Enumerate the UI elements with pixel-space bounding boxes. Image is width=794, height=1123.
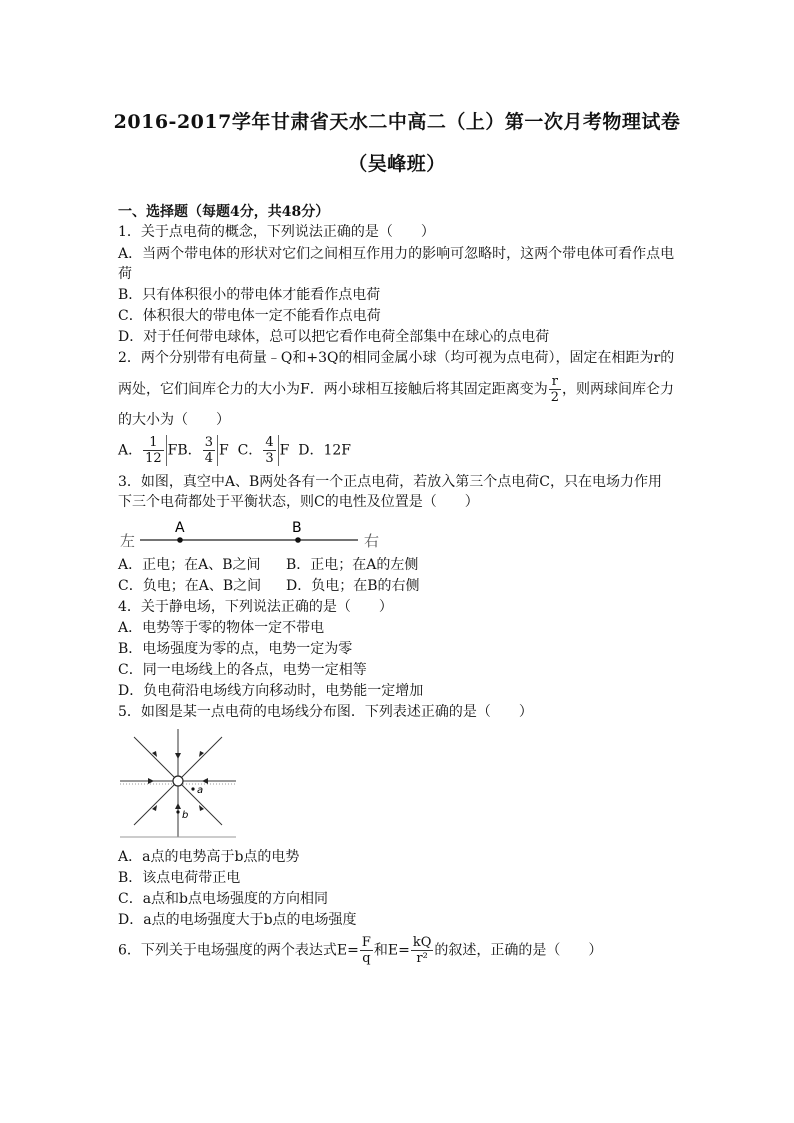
q2-option-c-unit: F: [279, 442, 290, 459]
q4-stem: 4．关于静电场，下列说法正确的是（ ）: [118, 599, 393, 615]
q1-option-d: D．对于任何带电球体，总可以把它看作电荷全部集中在球心的点电荷: [118, 329, 550, 345]
point-charge-circle: [173, 776, 183, 786]
q6-stem: [118, 935, 602, 966]
q2-option-a-label: A．: [118, 442, 143, 459]
q2-stem-line1: 2．两个分别带有电荷量﹣Q和+3Q的相同金属小球（均可视为点电荷），固定在相距为r的: [118, 350, 675, 366]
q2-option-c-fraction: [263, 435, 278, 466]
page-subtitle: （吴峰班）: [348, 153, 446, 175]
q1-option-a-line1: A．当两个带电体的形状对它们之间相互作用力的影响可忽略时，这两个带电体可看作点电: [118, 246, 675, 262]
q5-option-d: D．a点的电场强度大于b点的电场强度: [118, 912, 357, 928]
q6-formula-1-fraction: [360, 935, 373, 966]
fraction-numerator: r: [549, 374, 561, 390]
q3-stem-line2: 下三个电荷都处于平衡状态，则C的电性及位置是（ ）: [118, 494, 479, 510]
fraction-denominator: 12: [145, 451, 162, 466]
q4-option-a: A．电势等于零的物体一定不带电: [118, 620, 325, 636]
q2-stem-text-b: ，则两球间库仑力: [562, 381, 674, 398]
point-a-label: a: [197, 785, 204, 796]
q2-option-a-fraction: [143, 435, 167, 466]
fraction-numerator: 4: [265, 435, 274, 450]
q6-stem-text-c: 的叙述，正确的是（ ）: [434, 942, 603, 959]
q3-option-c: C．负电；在A、B之间: [118, 578, 262, 594]
right-label: 右: [364, 532, 380, 550]
q2-options: [118, 435, 351, 466]
charge-b-label: B: [292, 520, 302, 536]
q2-option-b-fraction: [203, 435, 218, 466]
charge-a-dot: [177, 537, 183, 543]
fraction-denominator: 3: [265, 451, 274, 466]
fraction-denominator: q: [362, 951, 371, 966]
q2-option-b-label: B．: [177, 442, 202, 459]
q6-stem-text-b: 和E=: [373, 942, 410, 959]
q2-option-c-label: C．: [237, 442, 263, 459]
q5-option-c: C．a点和b点电场强度的方向相同: [118, 891, 329, 907]
q4-option-b: B．电场强度为零的点，电势一定为零: [118, 641, 353, 657]
q6-formula-2-fraction: [411, 935, 434, 966]
point-b-label: b: [182, 810, 189, 821]
q1-option-b: B．只有体积很小的带电体才能看作点电荷: [118, 287, 381, 303]
q2-stem-line2: [118, 374, 674, 405]
q3-stem-line1: 3．如图，真空中A、B两处各有一个正点电荷，若放入第三个点电荷C，只在电场力作用: [118, 474, 663, 490]
q3-options-row1: [118, 555, 418, 575]
q2-stem-text-a: 两处，它们间库仑力的大小为F．两小球相互接触后将其固定距离变为: [118, 381, 548, 398]
q5-option-b: B．该点电荷带正电: [118, 870, 241, 886]
fraction-numerator: kQ: [412, 935, 432, 950]
section-heading: 一、选择题（每题4分，共48分）: [118, 204, 330, 220]
q5-field-lines-figure: [118, 727, 238, 839]
fraction-denominator: 2: [550, 390, 559, 405]
point-a-dot: [191, 787, 194, 790]
page-title: 2016-2017学年甘肃省天水二中高二（上）第一次月考物理试卷: [113, 111, 681, 133]
fraction-numerator: 3: [204, 435, 213, 450]
q2-option-d: D．12F: [298, 442, 351, 459]
fraction-denominator: 4: [204, 451, 213, 466]
q2-stem-line3: 的大小为（ ）: [118, 412, 230, 428]
q5-option-a: A．a点的电势高于b点的电势: [118, 849, 300, 865]
charge-b-dot: [295, 537, 301, 543]
q4-option-c: C．同一电场线上的各点，电势一定相等: [118, 662, 367, 678]
charge-a-label: A: [175, 520, 185, 536]
q3-option-d: D．负电；在B的右侧: [286, 578, 420, 594]
q4-option-d: D．负电荷沿电场线方向移动时，电势能一定增加: [118, 683, 424, 699]
q2-distance-fraction: [549, 374, 561, 405]
q3-option-b: B．正电；在A的左侧: [286, 557, 419, 573]
fraction-numerator: F: [361, 935, 371, 950]
point-b-dot: [176, 810, 179, 813]
q3-options-row2: [118, 576, 420, 596]
fraction-numerator: 1: [143, 435, 164, 451]
q3-option-a: A．正电；在A、B之间: [118, 557, 261, 573]
q2-option-a-unit: F: [167, 442, 178, 459]
q2-option-b-unit: F: [218, 442, 229, 459]
q6-stem-text-a: 6．下列关于电场强度的两个表达式E=: [118, 942, 359, 959]
q1-option-a-line2: 荷: [118, 266, 132, 282]
q1-option-c: C．体积很大的带电体一定不能看作点电荷: [118, 308, 381, 324]
q3-charges-figure: [118, 516, 388, 552]
q5-stem: 5．如图是某一点电荷的电场线分布图．下列表述正确的是（ ）: [118, 704, 533, 720]
left-label: 左: [120, 532, 136, 550]
fraction-denominator: r²: [416, 951, 428, 966]
q1-stem: 1．关于点电荷的概念，下列说法正确的是（ ）: [118, 224, 435, 240]
